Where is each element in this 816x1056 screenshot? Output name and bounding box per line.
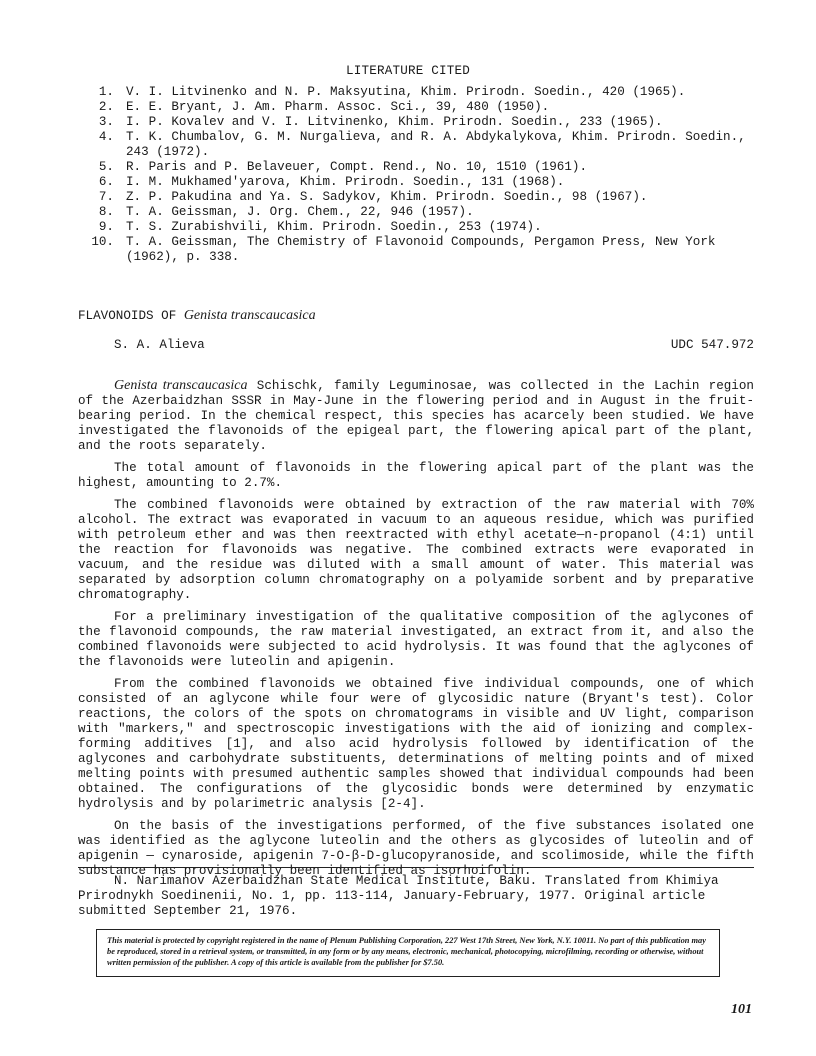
reference-item <box>78 175 768 190</box>
reference-item <box>78 220 768 235</box>
reference-text: E. E. Bryant, J. Am. Pharm. Assoc. Sci., 39, 480 (1950). <box>126 100 550 114</box>
reference-number: 4. <box>98 130 114 144</box>
reference-text: T. K. Chumbalov, G. M. Nurgalieva, and R. A. Abdykalykova, Khim. Prirodn. Soedin., 243 (1972). <box>126 130 746 159</box>
reference-item <box>78 190 768 205</box>
species-name: Genista transcaucasica <box>114 378 248 393</box>
reference-item <box>78 235 768 265</box>
body-paragraph: From the combined flavonoids we obtained five individual compounds, one of which consisted of an aglycone while four were of glycosidic nature (Bryant's test). Color reactions, the colors of the spots on chromatograms in visible and UV light, comparison with "markers," and spectroscopic investigations with the aid of ionizing and complex-forming additives [1], and also acid hydrolysis followed by identification of the aglycones and carbohydrate substituents, determinations of melting points and of mixed melting points with presumed authentic samples showed that individual compounds had been obtained. The configurations of the glycosidic bonds were determined by enzymatic hydrolysis and by polarimetric analysis [2-4]. <box>78 677 754 811</box>
reference-text: I. M. Mukhamed'yarova, Khim. Prirodn. Soedin., 131 (1968). <box>126 175 565 189</box>
article-author: S. A. Alieva <box>114 338 205 352</box>
reference-number: 5. <box>98 160 114 174</box>
reference-number: 6. <box>98 175 114 189</box>
literature-cited-heading: LITERATURE CITED <box>345 64 471 78</box>
affiliation-footnote: N. Narimanov Azerbaidzhan State Medical Institute, Baku. Translated from Khimiya Prirodnykh Soedinenii, No. 1, pp. 113-114, January-February, 1977. Original article submitted September 21, 1976. <box>78 874 719 918</box>
article-title <box>78 308 316 324</box>
article-title-species: Genista transcaucasica <box>183 308 316 323</box>
reference-text: T. A. Geissman, J. Org. Chem., 22, 946 (1957). <box>126 205 474 219</box>
reference-list <box>78 85 768 265</box>
reference-number: 7. <box>98 190 114 204</box>
udc-code: UDC 547.972 <box>670 338 754 352</box>
body-paragraph: The total amount of flavonoids in the flowering apical part of the plant was the highest, amounting to 2.7%. <box>78 461 754 490</box>
body-paragraph: On the basis of the investigations performed, of the five substances isolated one was identified as the aglycone luteolin and the others as glycosides of luteolin and of apigenin — cynaroside, apigenin 7-O-β-D-glucopyranoside, and scolimoside, while the fifth substance has provisionally been identified as isorhoifolin. <box>78 819 754 878</box>
reference-number: 1. <box>98 85 114 99</box>
body-paragraph <box>78 378 754 454</box>
body-paragraph: The combined flavonoids were obtained by extraction of the raw material with 70% alcohol. The extract was evaporated in vacuum to an aqueous residue, which was purified with petroleum ether and was then reextracted with ethyl acetate—n-propanol (4:1) until the reaction for flavonoids was negative. The combined extracts were evaporated in vacuum, and the residue was diluted with a small amount of water. This material was separated by adsorption column chromatography on a polyamide sorbent and by preparative chromatography. <box>78 498 754 602</box>
reference-text: Z. P. Pakudina and Ya. S. Sadykov, Khim. Prirodn. Soedin., 98 (1967). <box>126 190 648 204</box>
reference-item <box>78 115 768 130</box>
reference-text: T. A. Geissman, The Chemistry of Flavonoid Compounds, Pergamon Press, New York (1962), p. 338. <box>126 235 716 264</box>
reference-item <box>78 160 768 175</box>
page-number: 101 <box>731 1002 752 1017</box>
reference-number: 8. <box>98 205 114 219</box>
body-paragraph: For a preliminary investigation of the qualitative composition of the aglycones of the flavonoid compounds, the raw material investigated, an extract from it, and also the combined flavonoids were subjected to acid hydrolysis. It was found that the aglycones of the flavonoids were luteolin and apigenin. <box>78 610 754 669</box>
reference-text: T. S. Zurabishvili, Khim. Prirodn. Soedin., 253 (1974). <box>126 220 542 234</box>
reference-text: I. P. Kovalev and V. I. Litvinenko, Khim. Prirodn. Soedin., 233 (1965). <box>126 115 663 129</box>
reference-item <box>78 100 768 115</box>
reference-text: V. I. Litvinenko and N. P. Maksyutina, Khim. Prirodn. Soedin., 420 (1965). <box>126 85 686 99</box>
paragraph-text: Schischk, family Leguminosae, was collected in the Lachin region of the Azerbaidzhan SSSR in May-June in the flowering period and in August in the fruit-bearing period. In the chemical respect, this species has acarcely been studied. We have investigated the flavonoids of the epigeal part, the flowering apical part of the plant, and the roots separately. <box>78 379 754 453</box>
footnote-divider <box>78 867 754 868</box>
article-title-prefix: FLAVONOIDS OF <box>78 309 184 323</box>
reference-item <box>78 85 768 100</box>
copyright-notice: This material is protected by copyright registered in the name of Plenum Publishing Corporation, 227 West 17th Street, New York, N.Y. 10011. No part of this publication may be reproduced, stored in a retrieval system, or transmitted, in any form or by any means, electronic, mechanical, photocopying, microfilming, recording or otherwise, without written permission of the publisher. A copy of this article is available from the publisher for $7.50. <box>96 929 720 977</box>
reference-number: 2. <box>98 100 114 114</box>
reference-number: 10. <box>91 235 114 249</box>
reference-text: R. Paris and P. Belaveuer, Compt. Rend., No. 10, 1510 (1961). <box>126 160 588 174</box>
reference-item <box>78 205 768 220</box>
reference-number: 3. <box>98 115 114 129</box>
reference-item <box>78 130 768 160</box>
article-body <box>78 378 754 886</box>
reference-number: 9. <box>98 220 114 234</box>
